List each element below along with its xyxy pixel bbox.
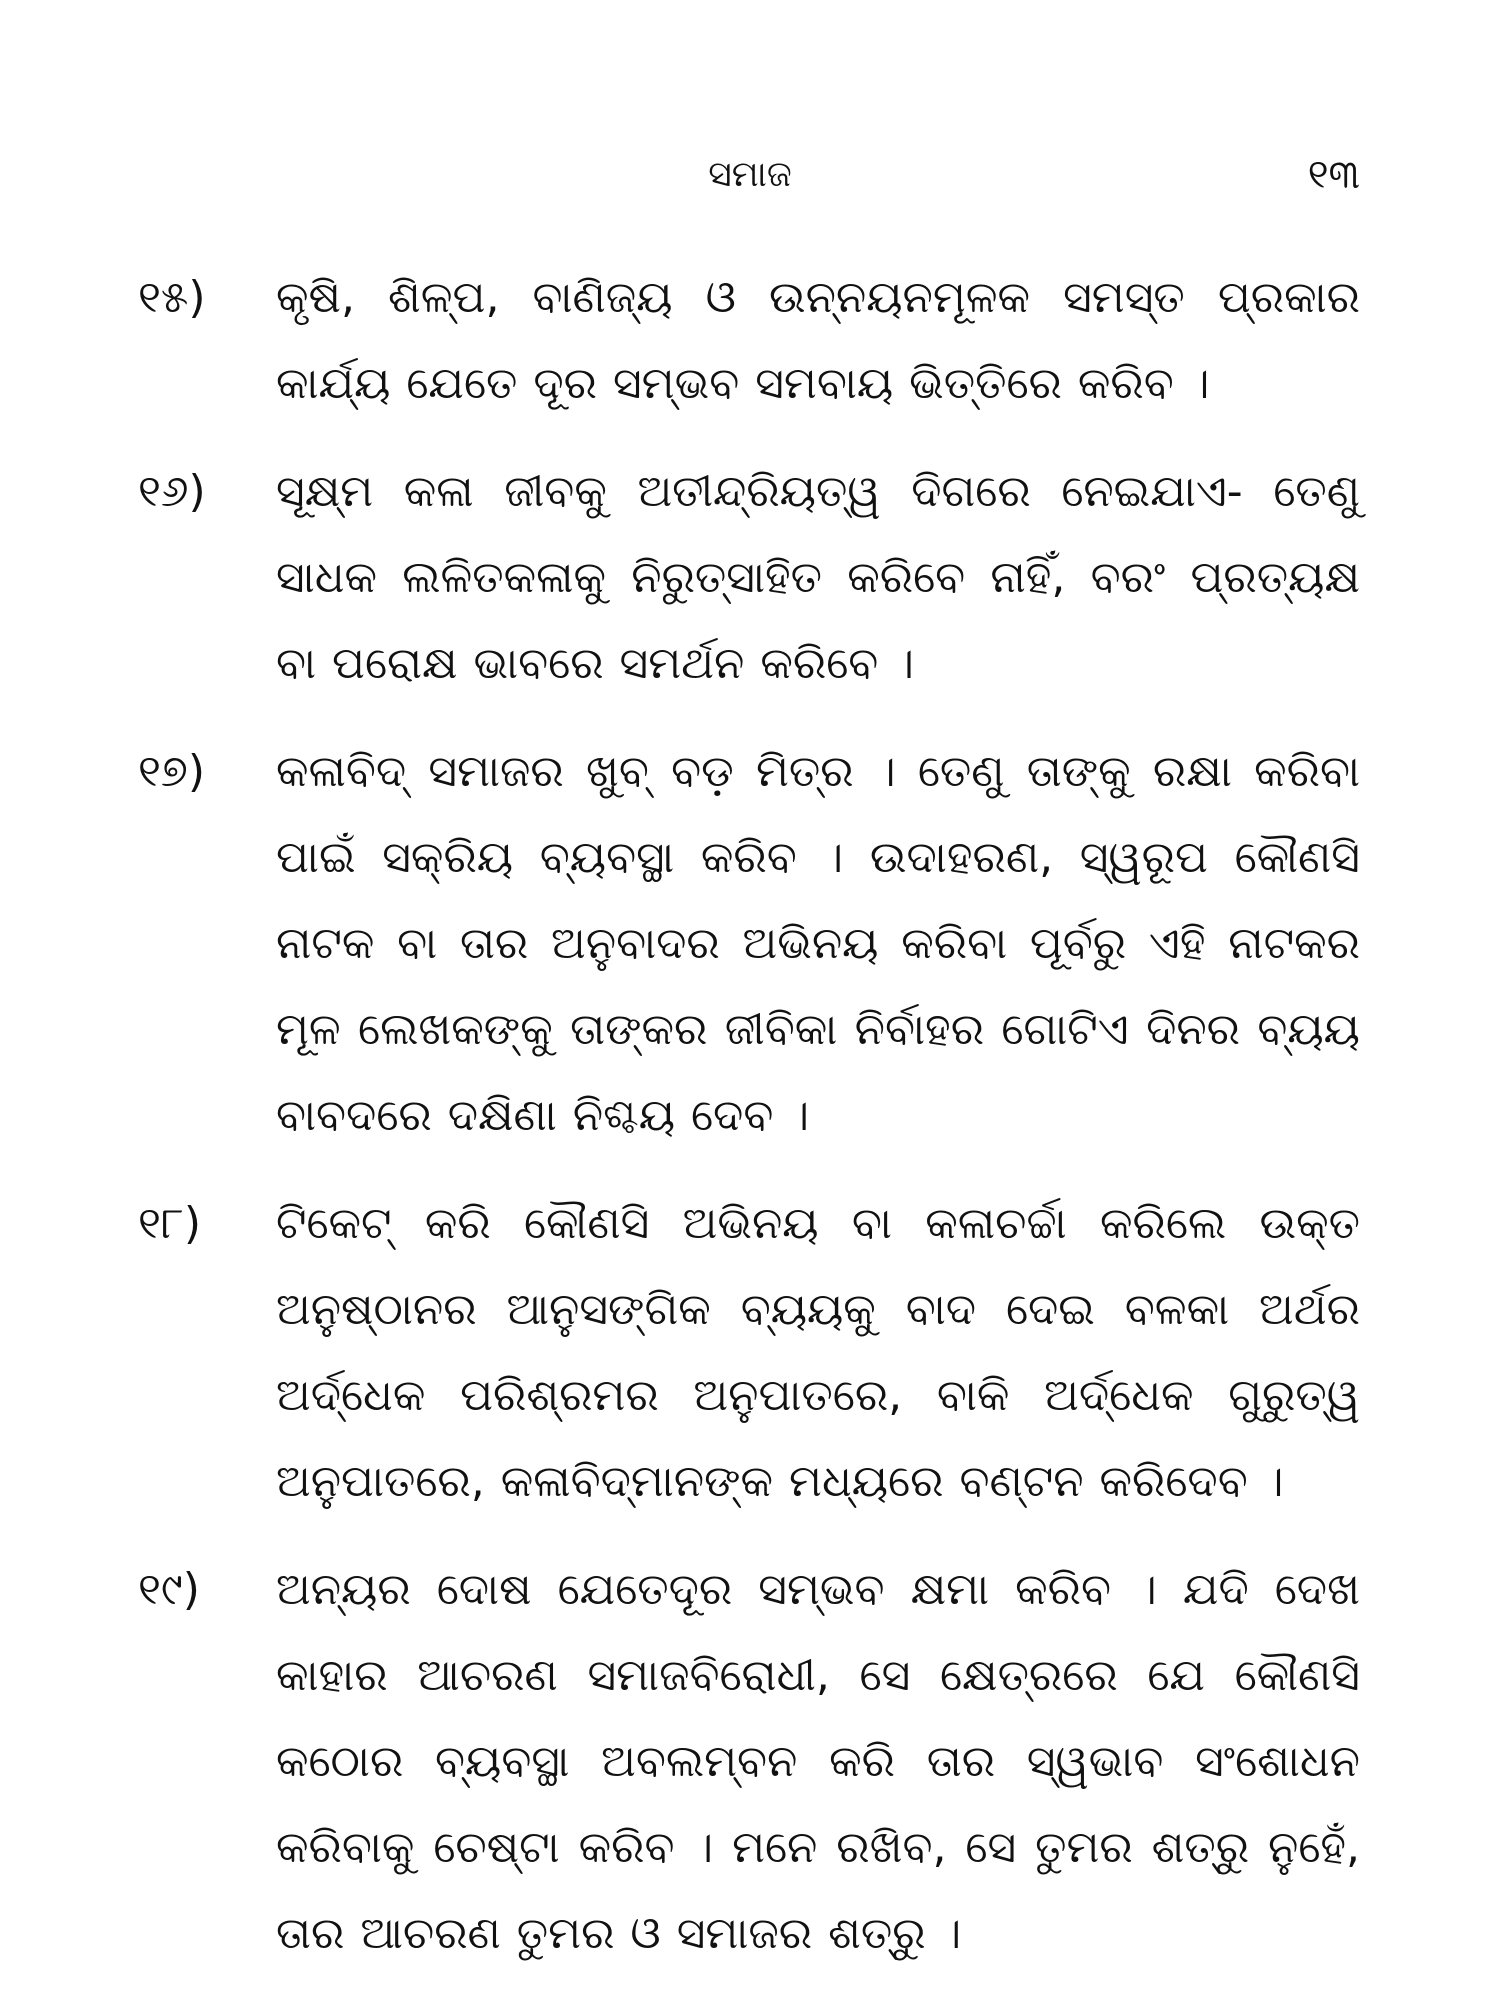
clause-item — [138, 1181, 1360, 1525]
page-number: ୧୩ — [1307, 152, 1360, 198]
clause-text: ସୂକ୍ଷ୍ମ କଳା ଜୀବକୁ ଅତୀନ୍ଦ୍ରିୟତ୍ୱ ଦିଗରେ ନେଇଯାଏ- ତେଣୁ ସାଧକ ଲଳିତକଳାକୁ ନିରୁତ୍ସାହିତ କରିବେ ନାହିଁ, ବରଂ ପ୍ରତ୍ୟକ୍ଷ ବା ପରୋକ୍ଷ ଭାବରେ ସମର୍ଥନ କରିବେ । — [276, 466, 1360, 689]
clause-item — [138, 1547, 1360, 1977]
clause-text: ଅନ୍ୟର ଦୋଷ ଯେତେଦୂର ସମ୍ଭବ କ୍ଷମା କରିବ । ଯଦି ଦେଖ କାହାର ଆଚରଣ ସମାଜବିରୋଧୀ, ସେ କ୍ଷେତ୍ରରେ ଯେ କୌଣସି କଠୋର ବ୍ୟବସ୍ଥା ଅବଲମ୍ବନ କରି ତାର ସ୍ୱଭାବ ସଂଶୋଧନ କରିବାକୁ ଚେଷ୍ଟା କରିବ । ମନେ ରଖିବ, ସେ ତୁମର ଶତ୍ରୁ ନୁହେଁ, ତାର ଆଚରଣ ତୁମର ଓ ସମାଜର ଶତ୍ରୁ । — [276, 1564, 1360, 1959]
clause-number: ୧୫) — [138, 272, 206, 323]
clause-item — [138, 255, 1360, 427]
clause-text: କଳାବିଦ୍ ସମାଜର ଖୁବ୍ ବଡ଼ ମିତ୍ର । ତେଣୁ ତାଙ୍କୁ ରକ୍ଷା କରିବା ପାଇଁ ସକ୍ରିୟ ବ୍ୟବସ୍ଥା କରିବ । ଉଦାହରଣ, ସ୍ୱରୂପ କୌଣସି ନାଟକ ବା ତାର ଅନୁବାଦର ଅଭିନୟ କରିବା ପୂର୍ବରୁ ଏହି ନାଟକର ମୂଳ ଲେଖକଙ୍କୁ ତାଙ୍କର ଜୀବିକା ନିର୍ବାହର ଗୋଟିଏ ଦିନର ବ୍ୟୟ ବାବଦରେ ଦକ୍ଷିଣା ନିଶ୍ଚୟ ଦେବ । — [276, 746, 1360, 1141]
clause-number: ୧୬) — [138, 466, 206, 517]
running-header — [0, 145, 1500, 205]
clause-number: ୧୮) — [138, 1198, 202, 1249]
clause-item — [138, 449, 1360, 707]
clause-text: କୃଷି, ଶିଳ୍ପ, ବାଣିଜ୍ୟ ଓ ଉନ୍ନୟନମୂଳକ ସମସ୍ତ ପ୍ରକାର କାର୍ଯ୍ୟ ଯେତେ ଦୂର ସମ୍ଭବ ସମବାୟ ଭିତ୍ତିରେ କରିବ । — [276, 272, 1360, 409]
clause-number: ୧୭) — [138, 746, 206, 797]
running-title: ସମାଜ — [708, 154, 792, 195]
clause-text: ଟିକେଟ୍ କରି କୌଣସି ଅଭିନୟ ବା କଳାଚର୍ଚ୍ଚା କରିଲେ ଉକ୍ତ ଅନୁଷ୍ଠାନର ଆନୁସଙ୍ଗିକ ବ୍ୟୟକୁ ବାଦ ଦେଇ ବଳକା ଅର୍ଥର ଅର୍ଦ୍ଧେକ ପରିଶ୍ରମର ଅନୁପାତରେ, ବାକି ଅର୍ଦ୍ଧେକ ଗୁରୁତ୍ୱ ଅନୁପାତରେ, କଳାବିଦ୍‌ମାନଙ୍କ ମଧ୍ୟରେ ବଣ୍ଟନ କରିଦେବ । — [276, 1198, 1360, 1507]
clause-item — [138, 729, 1360, 1159]
clause-number: ୧୯) — [138, 1564, 200, 1615]
clause-list — [138, 255, 1360, 1999]
